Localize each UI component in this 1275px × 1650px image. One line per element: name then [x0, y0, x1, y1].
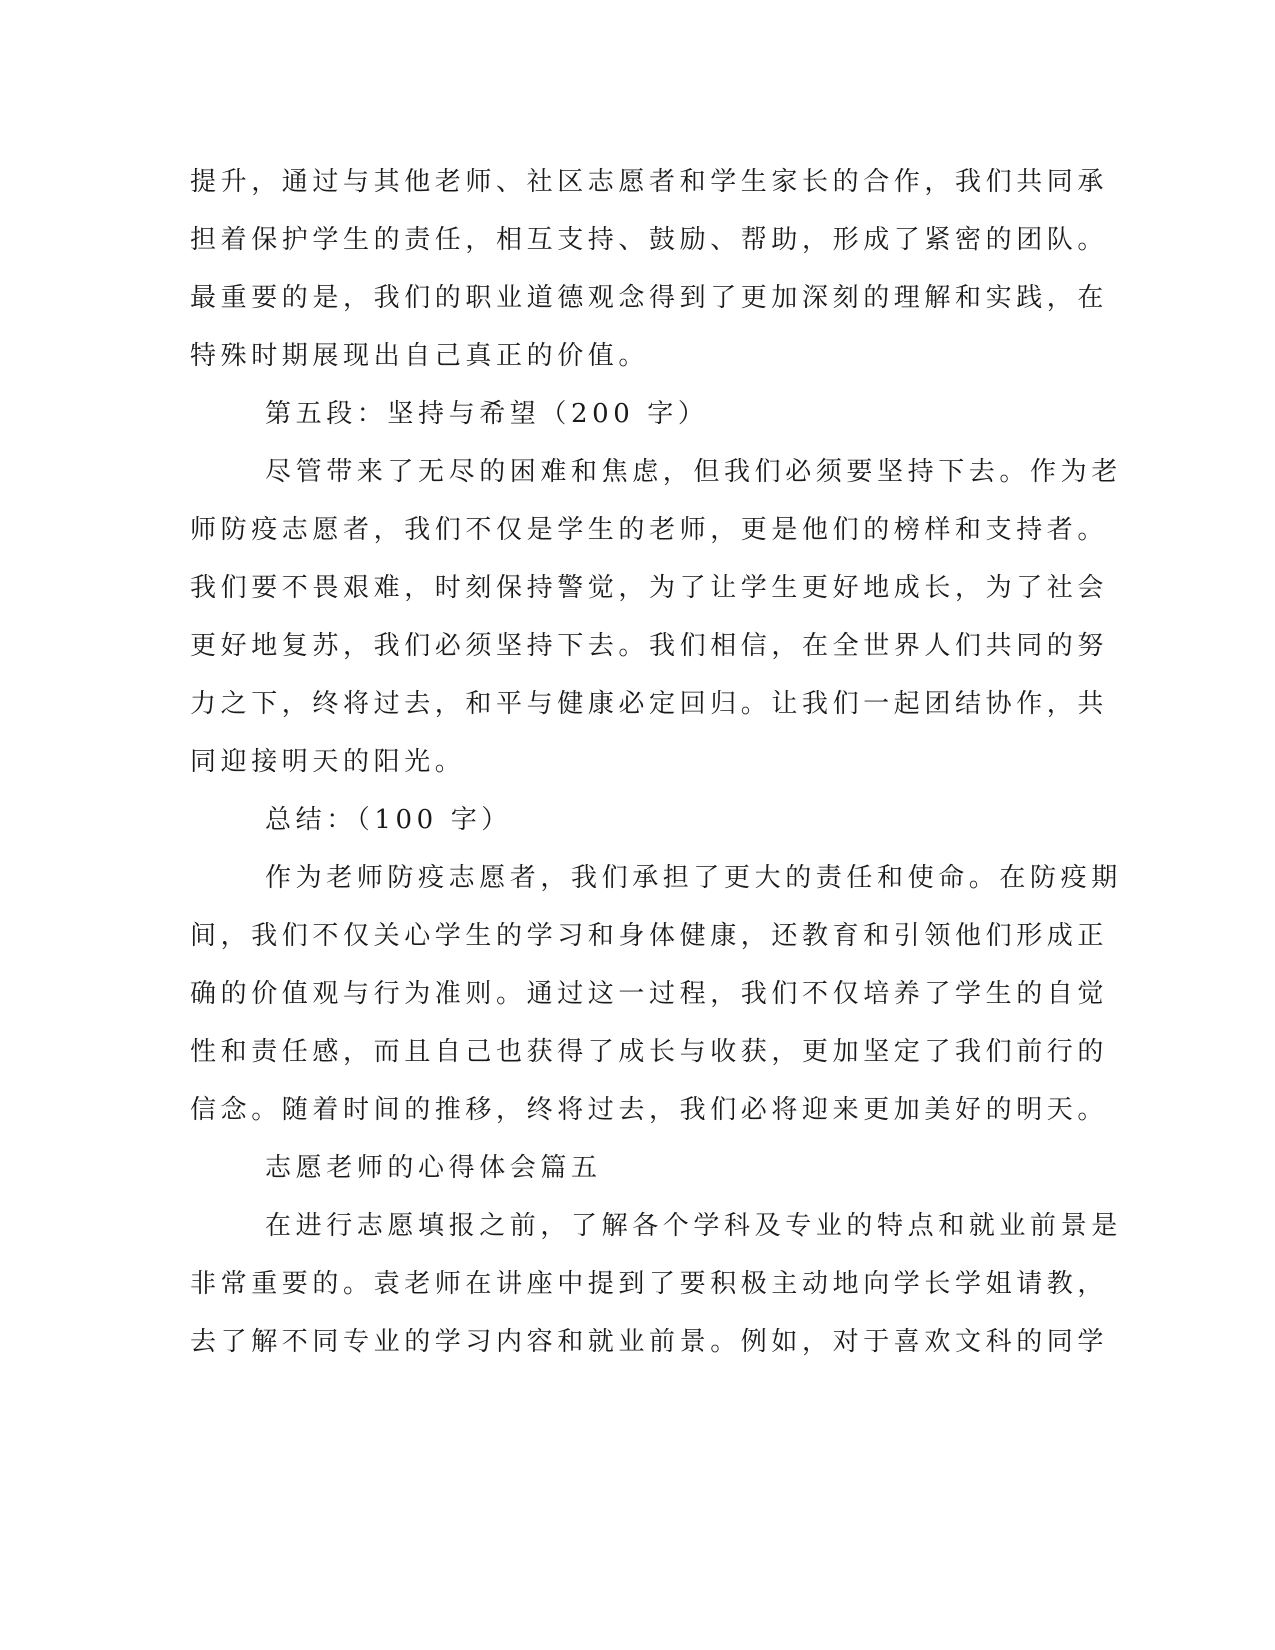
text-line: 确的价值观与行为准则。通过这一过程，我们不仅培养了学生的自觉 [190, 979, 1109, 1009]
text-line: 师防疫志愿者，我们不仅是学生的老师，更是他们的榜样和支持者。 [190, 515, 1109, 545]
text-line: 最重要的是，我们的职业道德观念得到了更加深刻的理解和实践，在 [190, 283, 1109, 313]
text-line: 在进行志愿填报之前，了解各个学科及专业的特点和就业前景是 [265, 1211, 1122, 1241]
section-heading: 第五段：坚持与希望（200 字） [265, 399, 709, 429]
text-line: 更好地复苏，我们必须坚持下去。我们相信，在全世界人们共同的努 [190, 631, 1109, 661]
text-line: 力之下，终将过去，和平与健康必定回归。让我们一起团结协作，共 [190, 689, 1109, 719]
text-line: 同迎接明天的阳光。 [190, 747, 466, 777]
text-line: 作为老师防疫志愿者，我们承担了更大的责任和使命。在防疫期 [265, 863, 1122, 893]
text-line: 去了解不同专业的学习内容和就业前景。例如，对于喜欢文科的同学 [190, 1327, 1109, 1357]
text-line: 性和责任感，而且自己也获得了成长与收获，更加坚定了我们前行的 [190, 1037, 1109, 1067]
text-line: 非常重要的。袁老师在讲座中提到了要积极主动地向学长学姐请教， [190, 1269, 1109, 1299]
text-line: 间，我们不仅关心学生的学习和身体健康，还教育和引领他们形成正 [190, 921, 1109, 951]
text-line: 信念。随着时间的推移，终将过去，我们必将迎来更加美好的明天。 [190, 1095, 1109, 1125]
summary-heading: 总结：（100 字） [265, 805, 512, 835]
text-line: 特殊时期展现出自己真正的价值。 [190, 341, 650, 371]
text-line: 我们要不畏艰难，时刻保持警觉，为了让学生更好地成长，为了社会 [190, 573, 1109, 603]
text-line: 担着保护学生的责任，相互支持、鼓励、帮助，形成了紧密的团队。 [190, 225, 1109, 255]
article-heading: 志愿老师的心得体会篇五 [265, 1153, 602, 1183]
text-line: 尽管带来了无尽的困难和焦虑，但我们必须要坚持下去。作为老 [265, 457, 1122, 487]
text-line: 提升，通过与其他老师、社区志愿者和学生家长的合作，我们共同承 [190, 167, 1109, 197]
